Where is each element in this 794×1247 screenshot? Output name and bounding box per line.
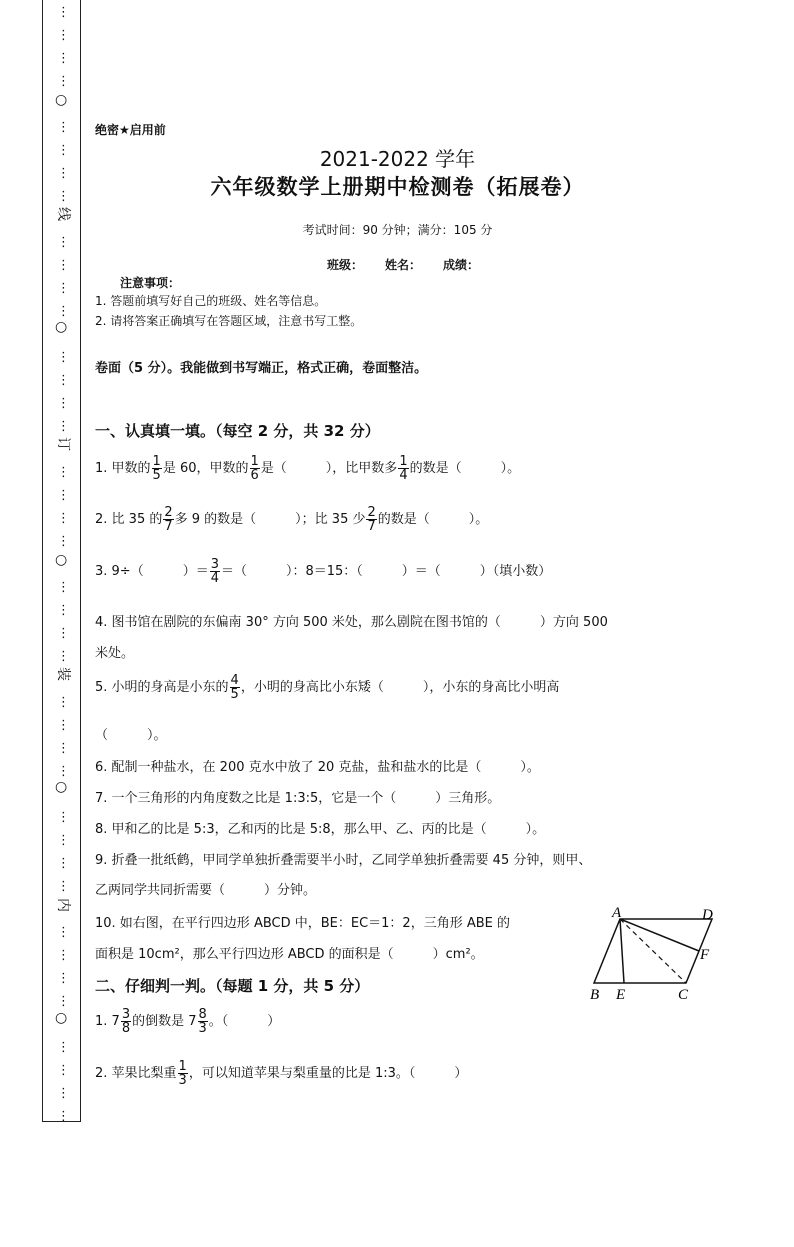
question-7: 7. 一个三角形的内角度数之比是 1:3:5，它是一个（ ）三角形。 <box>95 791 501 806</box>
binding-strip <box>42 0 81 1122</box>
strip-dots: ⋮ <box>57 1109 70 1124</box>
strip-dots: ⋮ <box>57 189 70 204</box>
question-8: 8. 甲和乙的比是 5:3，乙和丙的比是 5:8，那么甲、乙、丙的比是（ ）。 <box>95 822 546 837</box>
question-3: 3. 9÷（ ）＝ $\frac{3}{4}$ ＝（ ）：8＝15：（ ）＝（ ）（填小数） <box>95 557 552 586</box>
fraction: $\frac{3}{8}$ <box>121 1007 131 1036</box>
strip-dots: ⋮ <box>57 5 70 20</box>
strip-dots: ⋮ <box>57 994 70 1009</box>
strip-dots: ⋮ <box>57 350 70 365</box>
notes-title: 注意事项： <box>120 276 181 290</box>
strip-dots: ⋮ <box>57 626 70 641</box>
section1-heading: 一、认真填一填。（每空 2 分，共 32 分） <box>95 422 380 440</box>
fraction: $\frac{1}{4}$ <box>399 454 408 483</box>
strip-dots: ⋮ <box>57 419 70 434</box>
question-10-line2: 面积是 10cm²，那么平行四边形 ABCD 的面积是（ ）cm²。 <box>95 947 484 962</box>
strip-dots: ⋮ <box>57 764 70 779</box>
note-item: 2. 请将答案正确填写在答题区域，注意书写工整。 <box>95 314 363 328</box>
strip-dots: ⋮ <box>57 511 70 526</box>
label-a: A <box>612 905 622 921</box>
strip-dots: ⋮ <box>57 1063 70 1078</box>
strip-dots: ⋮ <box>57 741 70 756</box>
section2-heading: 二、仔细判一判。（每题 1 分，共 5 分） <box>95 977 370 995</box>
segment-ac <box>620 919 686 983</box>
parallelogram-figure <box>580 905 730 1005</box>
strip-dots: ⋮ <box>57 810 70 825</box>
question-1: 1. 甲数的 $\frac{1}{5}$ 是 60，甲数的 $\frac{1}{6}$ 是（ ），比甲数多 $\frac{1}{4}$ 的数是（ ）。 <box>95 454 521 483</box>
exam-info: 考试时间：90 分钟；满分：105 分 <box>302 223 493 237</box>
fraction: $\frac{1}{3}$ <box>178 1059 187 1088</box>
name-label: 姓名： <box>385 258 422 272</box>
strip-dots: ⋮ <box>57 603 70 618</box>
strip-circle: ○ <box>55 552 68 568</box>
strip-dots: ⋮ <box>57 856 70 871</box>
strip-dots: ⋮ <box>57 1086 70 1101</box>
strip-dots: ⋮ <box>57 166 70 181</box>
strip-dots: ⋮ <box>57 258 70 273</box>
strip-dots: ⋮ <box>57 580 70 595</box>
strip-dots: ⋮ <box>57 649 70 664</box>
strip-label: 线 <box>55 207 71 221</box>
question-6: 6. 配制一种盐水，在 200 克水中放了 20 克盐，盐和盐水的比是（ ）。 <box>95 760 540 775</box>
label-f: F <box>700 947 710 963</box>
fraction: $\frac{2}{7}$ <box>367 505 376 534</box>
fraction: $\frac{1}{6}$ <box>250 454 259 483</box>
fraction: $\frac{2}{7}$ <box>164 505 173 534</box>
strip-dots: ⋮ <box>57 971 70 986</box>
question-5: 5. 小明的身高是小东的 $\frac{4}{5}$ ，小明的身高比小东矮（ ），小东的身高比小明高 <box>95 673 560 702</box>
label-b: B <box>590 987 600 1003</box>
question-4-line2: 米处。 <box>95 646 135 661</box>
score-label: 成绩： <box>443 258 480 272</box>
label-c: C <box>678 987 689 1003</box>
fraction: $\frac{4}{5}$ <box>230 673 239 702</box>
strip-dots: ⋮ <box>57 120 70 135</box>
question-10-line1: 10. 如右图，在平行四边形 ABCD 中，BE：EC＝1：2，三角形 ABE 的 <box>95 916 510 931</box>
strip-circle: ○ <box>55 779 68 795</box>
strip-dots: ⋮ <box>57 879 70 894</box>
strip-dots: ⋮ <box>57 833 70 848</box>
strip-label: 订 <box>55 437 71 451</box>
secret-label: 绝密★启用前 <box>95 123 166 137</box>
label-e: E <box>616 987 626 1003</box>
label-d: D <box>702 907 713 923</box>
strip-dots: ⋮ <box>57 695 70 710</box>
title-main: 六年级数学上册期中检测卷（拓展卷） <box>210 175 585 199</box>
student-info-line <box>327 256 501 273</box>
strip-dots: ⋮ <box>57 235 70 250</box>
strip-dots: ⋮ <box>57 718 70 733</box>
strip-dots: ⋮ <box>57 396 70 411</box>
judge-question-2: 2. 苹果比梨重 $\frac{1}{3}$ ，可以知道苹果与梨重量的比是 1:3。（ ） <box>95 1059 468 1088</box>
note-item: 1. 答题前填写好自己的班级、姓名等信息。 <box>95 294 327 308</box>
neatness-note: 卷面（5 分）。我能做到书写端正，格式正确，卷面整洁。 <box>95 361 428 376</box>
strip-circle: ○ <box>55 92 68 108</box>
strip-circle: ○ <box>55 1010 68 1026</box>
segment-ae <box>620 919 624 983</box>
strip-dots: ⋮ <box>57 143 70 158</box>
strip-dots: ⋮ <box>57 281 70 296</box>
fraction: $\frac{3}{4}$ <box>210 557 219 586</box>
strip-dots: ⋮ <box>57 534 70 549</box>
strip-label: 内 <box>55 898 71 912</box>
question-9-line1: 9. 折叠一批纸鹤，甲同学单独折叠需要半小时，乙同学单独折叠需要 45 分钟，则甲、 <box>95 853 592 868</box>
question-5-line2: （ ）。 <box>95 728 167 743</box>
question-2: 2. 比 35 的 $\frac{2}{7}$ 多 9 的数是（ ）；比 35 少 $\frac{2}{7}$ 的数是（ ）。 <box>95 505 489 534</box>
strip-dots: ⋮ <box>57 304 70 319</box>
strip-label: 装 <box>55 667 71 681</box>
strip-circle: ○ <box>55 319 68 335</box>
strip-dots: ⋮ <box>57 925 70 940</box>
fraction: $\frac{1}{5}$ <box>152 454 161 483</box>
class-label: 班级： <box>327 258 364 272</box>
question-9-line2: 乙两同学共同折需要（ ）分钟。 <box>95 883 317 898</box>
strip-dots: ⋮ <box>57 1040 70 1055</box>
strip-dots: ⋮ <box>57 51 70 66</box>
segment-af <box>620 919 699 951</box>
binding-strip-marks <box>43 0 80 1124</box>
title-year: 2021-2022 学年 <box>319 147 476 171</box>
strip-dots: ⋮ <box>57 74 70 89</box>
fraction: $\frac{8}{3}$ <box>198 1007 207 1036</box>
strip-dots: ⋮ <box>57 465 70 480</box>
strip-dots: ⋮ <box>57 28 70 43</box>
judge-question-1: 1. 7 $\frac{3}{8}$ 的倒数是 7 $\frac{8}{3}$ 。（ ） <box>95 1007 281 1036</box>
strip-dots: ⋮ <box>57 373 70 388</box>
strip-dots: ⋮ <box>57 488 70 503</box>
strip-dots: ⋮ <box>57 948 70 963</box>
question-4-line1: 4. 图书馆在剧院的东偏南 30° 方向 500 米处，那么剧院在图书馆的（ ）方向 500 <box>95 615 608 630</box>
